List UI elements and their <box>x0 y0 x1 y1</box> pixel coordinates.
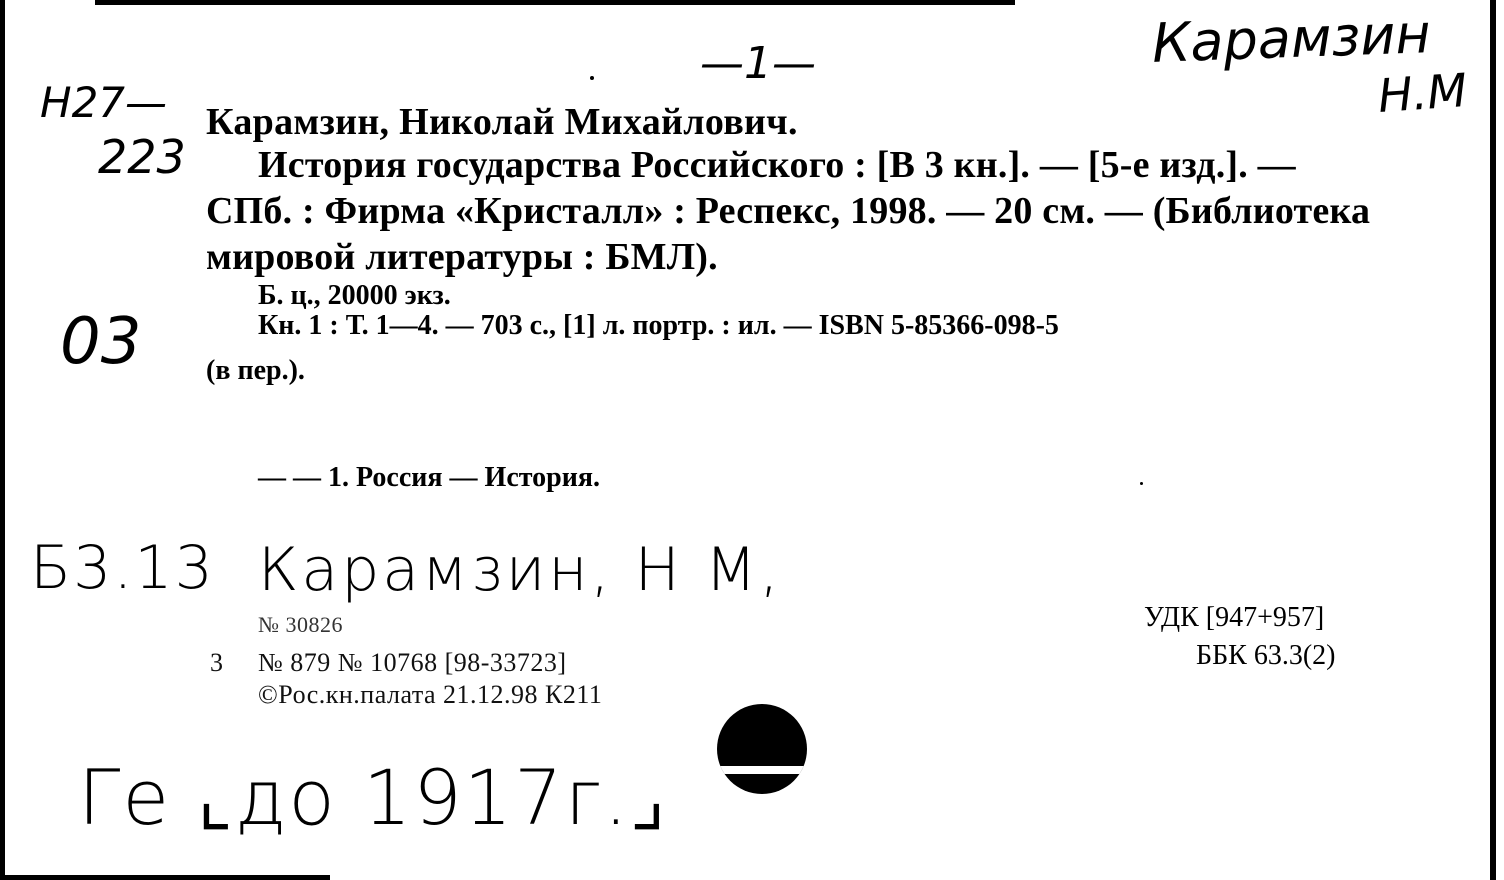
volume-details: Кн. 1 : Т. 1—4. — 703 с., [1] л. портр. : ил. — ISBN 5-85366-098-5 <box>258 310 1059 341</box>
bbk-index: ББК 63.3(2) <box>1196 640 1336 671</box>
handwritten-shelf-mark-1: Н27— <box>40 78 168 127</box>
binding-note: (в пер.). <box>206 355 305 386</box>
book-chamber-stamp: ©Рос.кн.палата 21.12.98 К211 <box>258 680 603 709</box>
handwritten-mark: 03 <box>60 305 142 379</box>
scan-edge-top <box>95 0 1015 5</box>
handwritten-call-number: Б3.13 <box>30 533 215 603</box>
punch-hole <box>717 704 807 794</box>
bibliographic-description: История государства Российского : [В 3 кн.]. — [5-е изд.]. — СПб. : Фирма «Кристалл» : Респекс, 1998. — 20 см. — (Библиотека мировой литературы : БМЛ). <box>206 144 1371 278</box>
registration-prefix: 3 <box>210 648 224 677</box>
handwritten-bottom-note: Ге ⌞до 1917г.⌟ <box>78 753 668 842</box>
subject-heading: — — 1. Россия — История. <box>258 462 600 493</box>
registration-numbers: № 879 № 10768 [98-33723] <box>258 648 567 677</box>
speck <box>590 76 594 80</box>
handwritten-author: Карамзин <box>1150 2 1432 75</box>
scan-edge-left <box>0 0 5 880</box>
price-circulation: Б. ц., 20000 экз. <box>258 280 451 311</box>
handwritten-shelf-mark-2: 223 <box>98 130 186 184</box>
speck <box>1140 482 1143 485</box>
card-number: —1— <box>700 38 816 89</box>
handwritten-initials: Н.М <box>1376 62 1469 124</box>
registration-number: № 30826 <box>258 612 343 637</box>
handwritten-call-name: Карамзин, Н М, <box>258 535 782 605</box>
author-heading: Карамзин, Николай Михайлович. <box>206 101 798 143</box>
scan-edge-right <box>1490 0 1496 880</box>
scan-edge-bottom <box>0 875 330 880</box>
udk-index: УДК [947+957] <box>1144 602 1325 633</box>
